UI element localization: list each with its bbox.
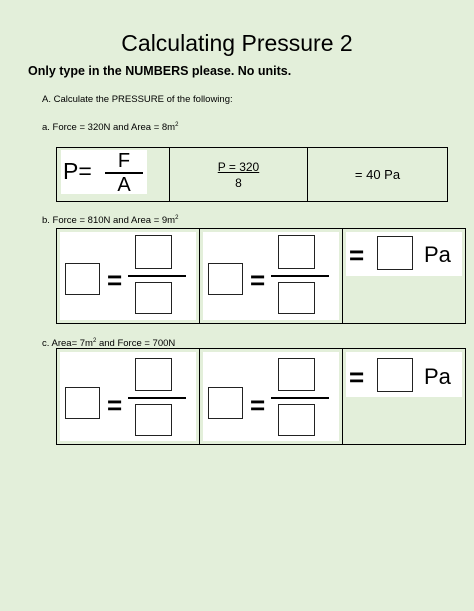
b-force-input-1[interactable] (135, 235, 172, 269)
formula-fraction (103, 150, 145, 196)
fraction-bar (128, 397, 186, 399)
c-force-input-2[interactable] (278, 358, 315, 391)
b-area-input-1[interactable] (135, 282, 172, 314)
page-title: Calculating Pressure 2 (121, 30, 353, 56)
question-a-label: a. Force = 320N and Area = $8m^2$ (42, 122, 179, 134)
example-result-cell (308, 148, 448, 202)
equals-sign: = (349, 240, 365, 270)
calculation-top: P = 320 (217, 159, 260, 174)
b-cell-1 (57, 229, 200, 324)
section-heading: A. Calculate the PRESSURE of the following: (42, 94, 233, 105)
fraction-bar (271, 275, 329, 277)
c-pressure-input-1[interactable] (65, 387, 100, 419)
b-force-input-2[interactable] (278, 235, 315, 269)
equals-sign: = (250, 265, 266, 295)
c-pressure-input-2[interactable] (208, 387, 243, 419)
answer-table-c (56, 348, 466, 445)
equals-sign: = (107, 390, 123, 420)
formula-numerator: F (117, 150, 131, 172)
example-formula-cell (57, 148, 170, 202)
question-c-label: c. Area= $7m^2$ and Force = 700N (42, 338, 176, 350)
c-cell-1 (57, 349, 200, 445)
b-cell-3 (343, 229, 466, 324)
equals-sign: = (107, 265, 123, 295)
c-area-input-2[interactable] (278, 404, 315, 436)
b-area-input-2[interactable] (278, 282, 315, 314)
c-cell-2 (200, 349, 343, 445)
c-area-input-1[interactable] (135, 404, 172, 436)
pascal-unit: Pa (424, 364, 451, 389)
formula-denominator: A (117, 173, 131, 196)
equals-sign: = (349, 362, 365, 392)
b-pressure-input-1[interactable] (65, 263, 100, 295)
example-table (56, 147, 448, 202)
c-force-input-1[interactable] (135, 358, 172, 391)
example-result: = 40 Pa (354, 167, 401, 182)
pressure-symbol: P= (63, 158, 92, 184)
question-b-label: b. Force = 810N and Area = $9m^2$ (42, 215, 179, 227)
calculation-bottom: 8 (235, 175, 242, 190)
pascal-unit: Pa (424, 242, 451, 267)
b-cell-2 (200, 229, 343, 324)
equals-sign: = (250, 390, 266, 420)
answer-table-b (56, 228, 466, 324)
example-calculation-cell (170, 148, 308, 202)
pressure-formula (61, 150, 147, 194)
c-answer-input[interactable] (377, 358, 413, 392)
b-answer-input[interactable] (377, 236, 413, 270)
fraction-bar (271, 397, 329, 399)
b-pressure-input-2[interactable] (208, 263, 243, 295)
fraction-bar (128, 275, 186, 277)
instruction-text: Only type in the NUMBERS please. No units. (28, 64, 292, 78)
c-cell-3 (343, 349, 466, 445)
